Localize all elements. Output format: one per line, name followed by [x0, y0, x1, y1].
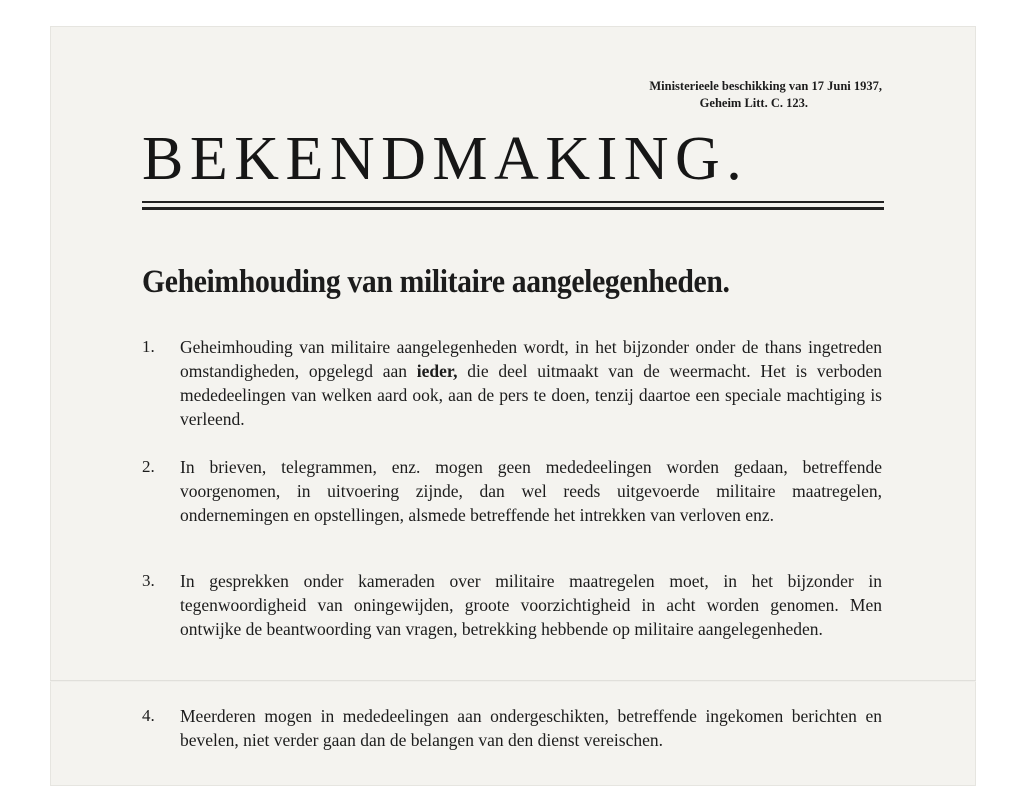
ministerial-reference: [482, 78, 882, 112]
item-text: In brieven, telegrammen, enz. mogen geen mededeelingen worden gedaan, betreffende voorgenomen, in uitvoering zijnde, dan wel reeds uitgevoerde militaire maatregelen, ondernemingen en opstellingen, alsmede betreffende het intrekken van verloven enz.: [180, 457, 882, 525]
title-rule-thin: [142, 201, 884, 203]
reference-line-1: Ministerieele beschikking van 17 Juni 1937,: [649, 79, 882, 93]
reference-line-2: Geheim Litt. C. 123.: [699, 96, 808, 110]
item-text-bold: ieder,: [416, 361, 458, 381]
title-rule-thick: [142, 207, 884, 210]
item-number: 3.: [142, 571, 155, 590]
item-text: [180, 335, 882, 431]
item-text: Meerderen mogen in mededeelingen aan ondergeschikten, betreffende ingekomen berichten en bevelen, niet verder gaan dan de belangen van den dienst vereischen.: [180, 706, 882, 750]
item-text-part: die deel uitmaakt van de weermacht. Het is verboden mededeelingen van welken aard ook, aan de pers te doen, tenzij daartoe een speciale machtiging is verleend.: [180, 361, 882, 429]
page-title: BEKENDMAKING.: [142, 125, 749, 193]
paper-fold-line: [50, 680, 976, 682]
item-text-part: Geheimhouding van militaire aangelegenheden wordt, in het bijzonder onder de thans ingetreden omstandigheden, opgelegd aan: [180, 337, 882, 381]
item-number: 2.: [142, 457, 155, 476]
item-text: In gesprekken onder kameraden over militaire maatregelen moet, in het bijzonder in tegenwoordigheid van oningewijden, groote voorzichtigheid in acht worden genomen. Men ontwijke de beantwoording van vragen, betrekking hebbende op militaire aangelegenheden.: [180, 571, 882, 639]
item-number: 1.: [142, 337, 155, 356]
item-number: 4.: [142, 706, 155, 725]
subtitle: Geheimhouding van militaire aangelegenheden.: [142, 264, 730, 300]
